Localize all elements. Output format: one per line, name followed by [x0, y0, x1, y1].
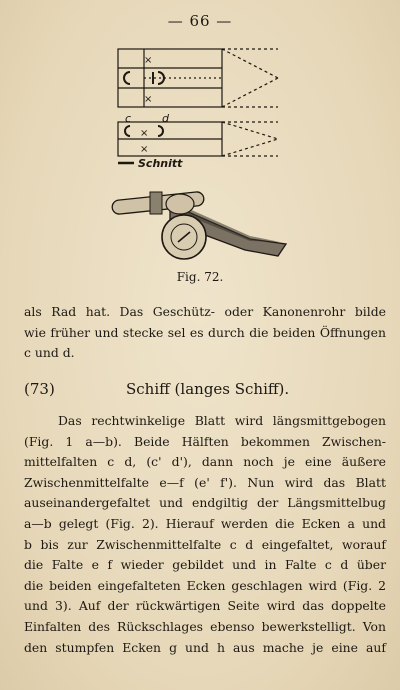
- x-mark-upper-1: ×: [144, 55, 153, 66]
- section-title: Schiff (langes Schiff).: [126, 380, 290, 398]
- text-line: den stumpfen Ecken g und h aus mache je eine auf: [24, 639, 386, 655]
- text-line: Das rechtwinkelige Blatt wird längsmittgebogen: [58, 413, 386, 428]
- schnitt-label: Schnitt: [138, 157, 183, 170]
- text-line: c und d.: [24, 345, 75, 361]
- label-c: c: [125, 112, 132, 125]
- text-line: Zwischenmittelfalte e—f (e' f'). Nun wird das Blatt: [24, 474, 386, 490]
- text-line: Einfalten des Rückschlages ebenso bewerkstelligt. Von: [24, 618, 386, 634]
- figure-72-illustration: [100, 44, 300, 264]
- text-line: (Fig. 1 a—b). Beide Hälften bekommen Zwischen-: [24, 433, 386, 449]
- page-number: — 66 —: [167, 12, 233, 30]
- fold-diagram-upper: [118, 49, 278, 107]
- section-body: [24, 411, 386, 658]
- text-line: die beiden eingefalteten Ecken geschlagen wird (Fig. 2: [24, 577, 386, 593]
- text-line: als Rad hat. Das Geschütz- oder Kanonenrohr bilde: [24, 304, 386, 319]
- section-number: (73): [24, 380, 55, 398]
- cannon-drawing: [112, 191, 286, 259]
- x-mark-upper-2: ×: [144, 94, 153, 105]
- figure-caption: Fig. 72.: [176, 270, 224, 284]
- text-line: wie früher und stecke sel es durch die beiden Öffnungen: [24, 324, 386, 340]
- text-line: a—b gelegt (Fig. 2). Hierauf werden die Ecken a und: [24, 515, 386, 531]
- x-mark-lower-2: ×: [140, 144, 149, 155]
- text-line: auseinandergefaltet und endgiltig der Längsmittelbug: [24, 495, 386, 511]
- label-d: d: [162, 112, 169, 125]
- text-line: die Falte e f wieder gebildet und in Falte c d über: [24, 557, 386, 573]
- text-line: b bis zur Zwischenmittelfalte c d eingefaltet, worauf: [24, 536, 386, 552]
- text-line: mittelfalten c d, (c' d'), dann noch je eine äußere: [24, 454, 386, 470]
- x-mark-lower-1: ×: [140, 128, 149, 139]
- text-line: und 3). Auf der rückwärtigen Seite wird das doppelte: [24, 598, 386, 614]
- section-heading: [24, 380, 386, 404]
- paragraph-continuation: [24, 302, 386, 364]
